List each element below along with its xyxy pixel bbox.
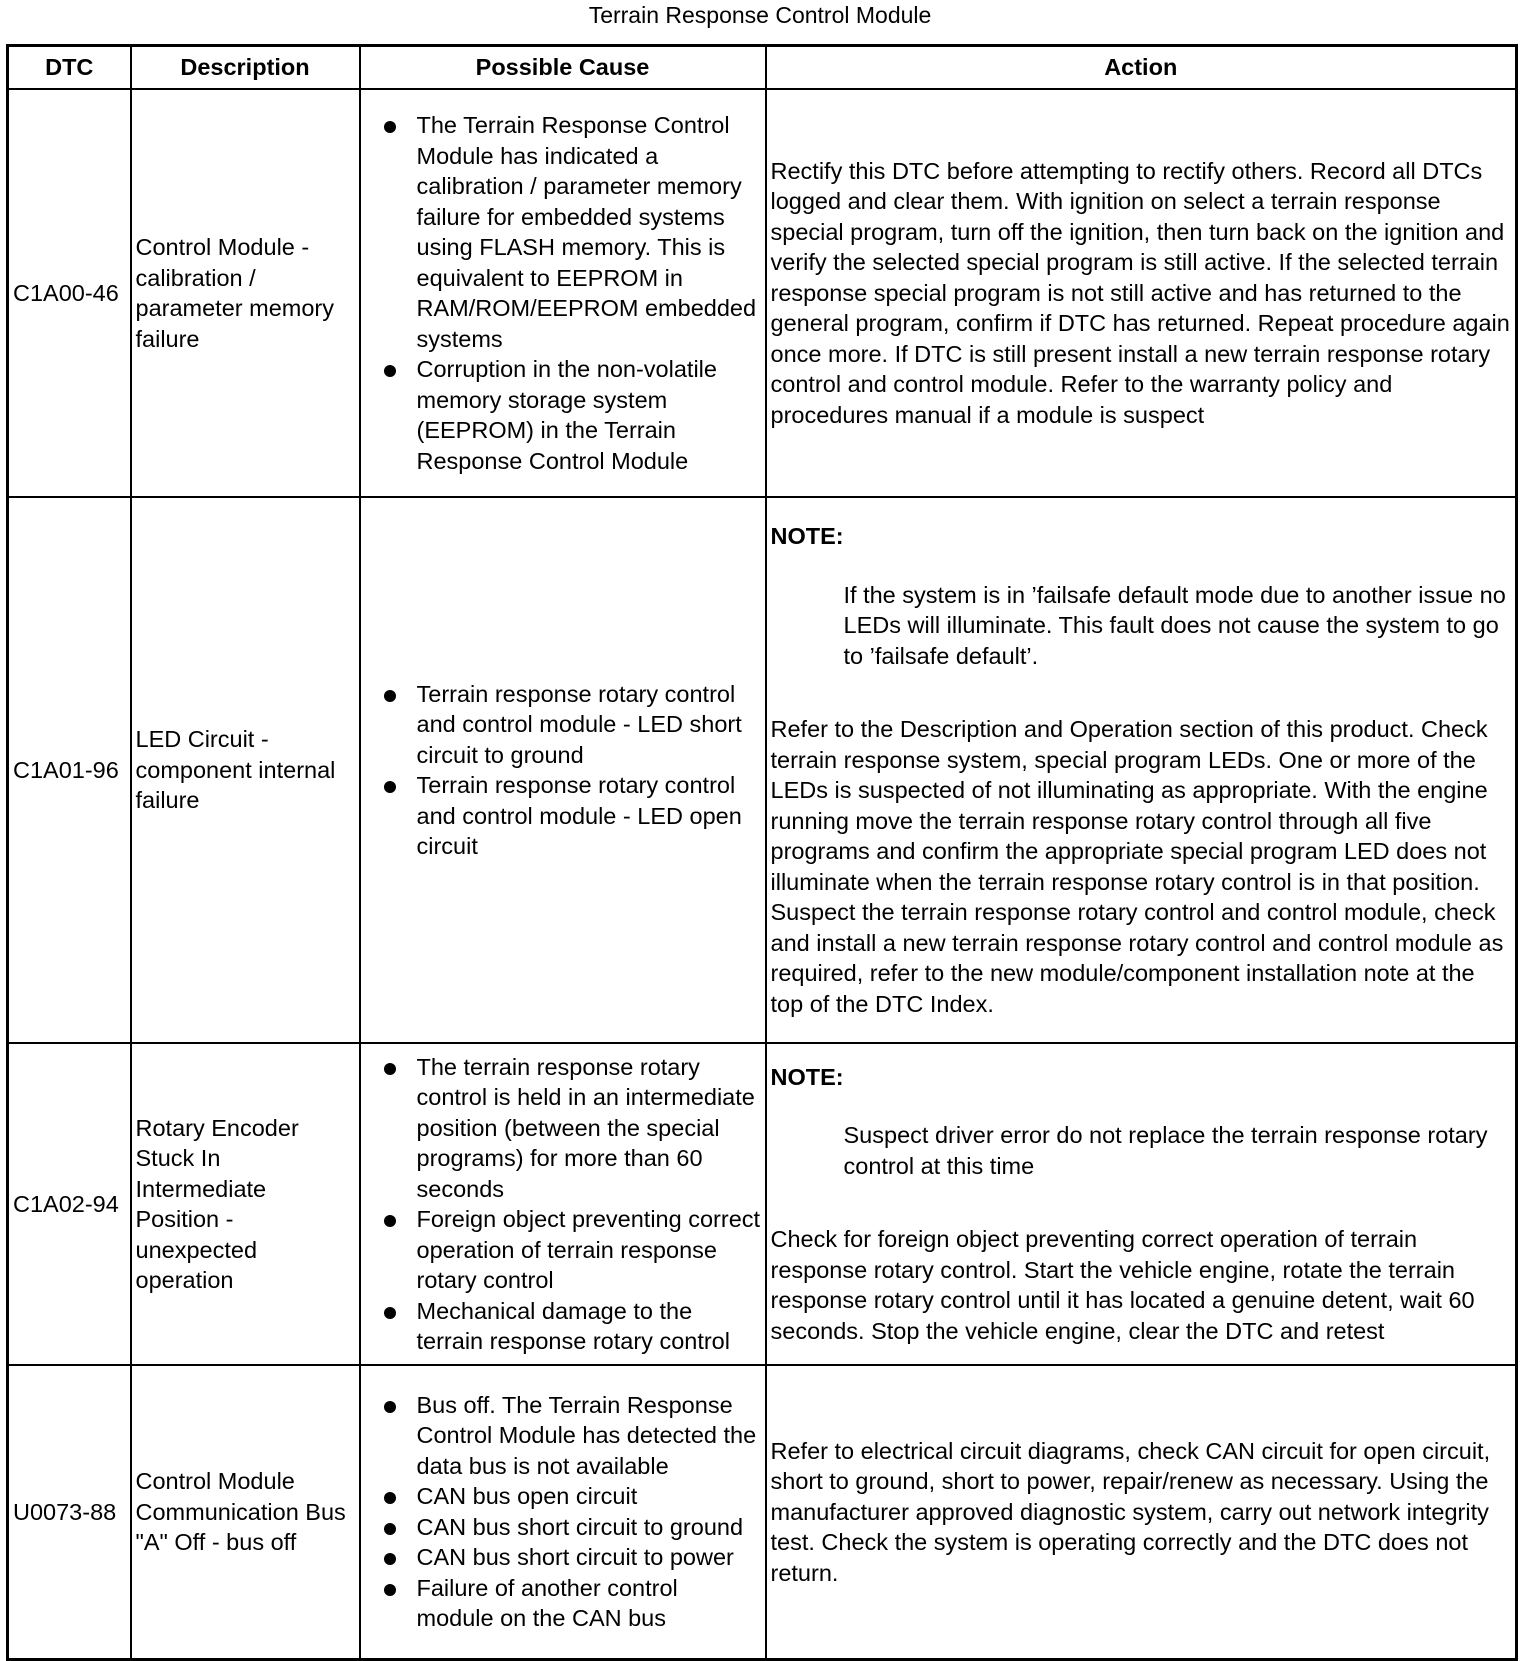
action-cell [766,497,1517,1043]
action-cell [766,89,1517,497]
possible-cause-cell [360,1043,766,1365]
note-heading: NOTE: [770,523,844,549]
header-description: Description [131,46,360,90]
cause-list [365,1390,761,1634]
dtc-description: Rotary Encoder Stuck In Intermediate Position - unexpected operation [131,1043,360,1365]
action-cell [766,1365,1517,1659]
action-text: Refer to the Description and Operation section of this product. Check terrain response system, special program LEDs. One or more of the LEDs is suspected of not illuminating as appropriate. With the engine running move the terrain response rotary control through all five programs and confirm the appropriate special program LED does not illuminate when the terrain response rotary control is in that position. Suspect the terrain response rotary control and control module, check and install a new terrain response rotary control and control module as required, refer to the new module/component installation note at the top of the DTC Index. [770,716,1504,1017]
header-action: Action [766,46,1517,90]
cause-item: Foreign object preventing correct operation of terrain response rotary control [417,1204,761,1296]
cause-list [365,1052,761,1357]
note-text: Suspect driver error do not replace the terrain response rotary control at this time [843,1122,1488,1179]
cause-item: CAN bus short circuit to power [417,1542,761,1573]
action-text: Check for foreign object preventing correct operation of terrain response rotary control. Start the vehicle engine, rotate the terrain response rotary control until it has located a genuine detent, wait 60 seconds. Stop the vehicle engine, clear the DTC and retest [770,1226,1475,1344]
action-cell [766,1043,1517,1365]
dtc-description: Control Module Communication Bus "A" Off - bus off [131,1365,360,1659]
dtc-description: Control Module - calibration / parameter memory failure [131,89,360,497]
note-text: If the system is in ’failsafe default mode due to another issue no LEDs will illuminate. This fault does not cause the system to go to ’failsafe default’. [843,581,1506,669]
cause-list [365,110,761,476]
cause-item: Terrain response rotary control and control module - LED open circuit [417,770,761,862]
cause-item: Failure of another control module on the CAN bus [417,1573,761,1634]
dtc-table [6,44,1518,1661]
cause-item: The terrain response rotary control is held in an intermediate position (between the special programs) for more than 60 seconds [417,1052,761,1205]
dtc-code: U0073-88 [8,1365,131,1659]
table-row [8,1365,1517,1659]
page-title: Terrain Response Control Module [588,2,932,28]
cause-item: CAN bus short circuit to ground [417,1512,761,1543]
dtc-code: C1A02-94 [8,1043,131,1365]
action-text: Refer to electrical circuit diagrams, check CAN circuit for open circuit, short to ground, short to power, repair/renew as necessary. Using the manufacturer approved diagnostic system, carry out network integrity test. Check the system is operating correctly and the DTC does not return. [770,1437,1491,1586]
cause-item: The Terrain Response Control Module has indicated a calibration / parameter memory failure for embedded systems using FLASH memory. This is equivalent to EEPROM in RAM/ROM/EEPROM embedded systems [417,110,761,354]
table-row [8,1043,1517,1365]
note-heading: NOTE: [770,1063,844,1090]
table-row [8,497,1517,1043]
cause-item: Corruption in the non-volatile memory storage system (EEPROM) in the Terrain Response Control Module [417,354,761,476]
dtc-code: C1A01-96 [8,497,131,1043]
dtc-description: LED Circuit - component internal failure [131,497,360,1043]
table-header-row [8,46,1517,90]
cause-item: CAN bus open circuit [417,1481,761,1512]
cause-list [365,679,761,862]
possible-cause-cell [360,89,766,497]
dtc-code: C1A00-46 [8,89,131,497]
cause-item: Mechanical damage to the terrain response rotary control [417,1296,761,1357]
header-possible-cause: Possible Cause [360,46,766,90]
cause-item: Bus off. The Terrain Response Control Module has detected the data bus is not available [417,1390,761,1482]
possible-cause-cell [360,497,766,1043]
cause-item: Terrain response rotary control and control module - LED short circuit to ground [417,679,761,771]
table-row [8,89,1517,497]
action-text: Rectify this DTC before attempting to rectify others. Record all DTCs logged and clear them. With ignition on select a terrain response special program, turn off the ignition, then turn back on the ignition and verify the selected special program is still active. If the selected terrain response special program is not still active and has returned to the general program, confirm if DTC has returned. Repeat procedure again once more. If DTC is still present install a new terrain response rotary control and control module. Refer to the warranty policy and procedures manual if a module is suspect [770,157,1510,428]
possible-cause-cell [360,1365,766,1659]
header-dtc: DTC [8,46,131,90]
